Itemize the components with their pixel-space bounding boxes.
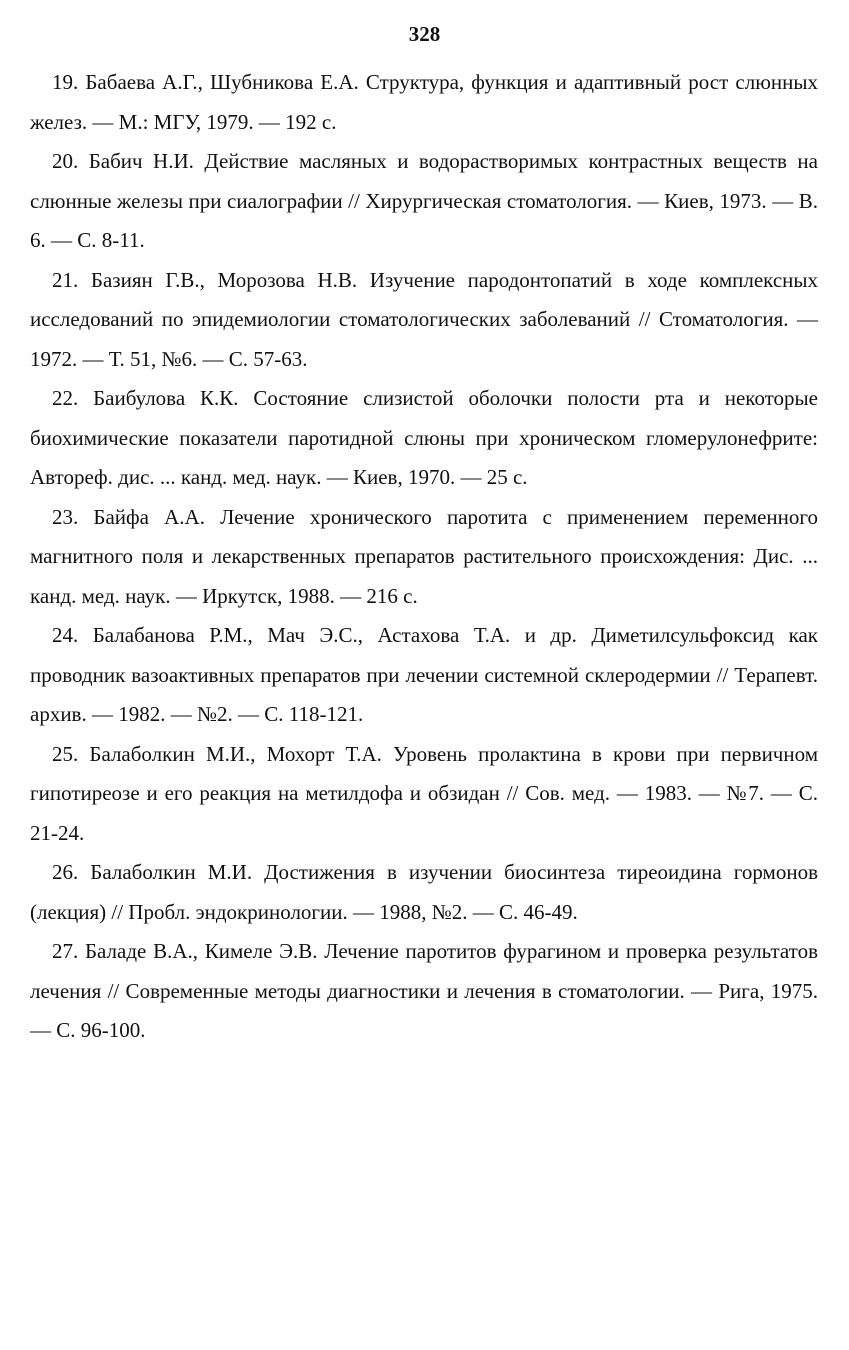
- reference-entry-25: 25. Балаболкин М.И., Мохорт Т.А. Уровень пролактина в крови при первичном гипотиреозе и его реакция на метилдофа и обзидан // Сов. мед. — 1983. — №7. — С. 21-24.: [30, 741, 818, 845]
- reference-entry-22: 22. Баибулова К.К. Состояние слизистой оболочки полости рта и некоторые биохимические показатели паротидной слюны при хроническом гломерулонефрите: Автореф. дис. ... канд. мед. наук. — Киев, 1970. — 25 с.: [30, 386, 818, 489]
- reference-entry-21: 21. Базиян Г.В., Морозова Н.В. Изучение пародонтопатий в ходе комплексных исследований по эпидемиологии стоматологических заболеваний // Стоматология. — 1972. — Т. 51, №6. — С. 57-63.: [30, 267, 818, 371]
- reference-entry-24: 24. Балабанова Р.М., Мач Э.С., Астахова Т.А. и др. Диметилсульфоксид как проводник вазоактивных препаратов при лечении системной склеродермии // Терапевт. архив. — 1982. — №2. — С. 118-121.: [30, 623, 818, 726]
- reference-entry-23: 23. Байфа А.А. Лечение хронического паротита с применением переменного магнитного поля и лекарственных препаратов растительного происхождения: Дис. ... канд. мед. наук. — Иркутск, 1988. — 216 с.: [30, 504, 818, 608]
- reference-entry-20: 20. Бабич Н.И. Действие масляных и водорастворимых контрастных веществ на слюнные железы при сиалографии // Хирургическая стоматология. — Киев, 1973. — В. 6. — С. 8-11.: [30, 149, 818, 252]
- page-number: 328: [408, 22, 441, 46]
- reference-list: [30, 63, 818, 1051]
- reference-entry-19: 19. Бабаева А.Г., Шубникова Е.А. Структура, функция и адаптивный рост слюнных желез. — М.: МГУ, 1979. — 192 с.: [30, 70, 818, 134]
- reference-entry-27: 27. Баладе В.А., Кимеле Э.В. Лечение паротитов фурагином и проверка результатов лечения // Современные методы диагностики и лечения в стоматологии. — Рига, 1975. — С. 96-100.: [30, 939, 818, 1042]
- reference-entry-26: 26. Балаболкин М.И. Достижения в изучении биосинтеза тиреоидина гормонов (лекция) // Пробл. эндокринологии. — 1988, №2. — С. 46-49.: [30, 860, 818, 924]
